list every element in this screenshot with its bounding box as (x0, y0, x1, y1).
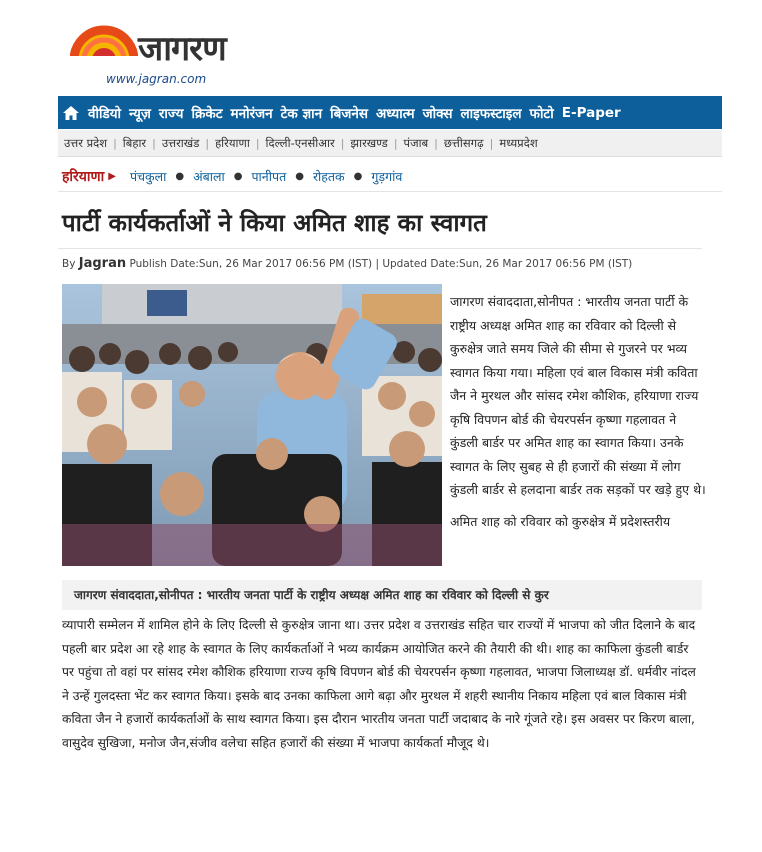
article-headline: पार्टी कार्यकर्ताओं ने किया अमित शाह का स्वागत (62, 209, 487, 237)
divider (58, 248, 702, 249)
city-item-panchkula[interactable]: पंचकुला (129, 169, 167, 184)
nav-item-jokes[interactable]: जोक्स (422, 105, 453, 122)
current-state-label[interactable]: हरियाणा (62, 169, 105, 185)
article-summary: जागरण संवाददाता,सोनीपत : भारतीय जनता पार्टी के राष्ट्रीय अध्यक्ष अमित शाह का रविवार को दिल्ली से कुर (62, 580, 702, 610)
article-paragraph: जागरण संवाददाता,सोनीपत : भारतीय जनता पार्टी के राष्ट्रीय अध्यक्ष अमित शाह का रविवार को दिल्ली से कुरुक्षेत्र जाते समय जिले की सीमा से गुजरने पर भव्य स्वागत किया गया। महिला एवं बाल विकास मंत्री कविता जैन ने मुरथल और सांसद रमेश कौशिक, हरियाणा राज्य कृषि विपणन बोर्ड की चेयरपर्सन कृष्णा गहलावत ने कुंडली बार्डर पर अमित शाह का स्वागत किया। उनके स्वागत के लिए सुबह से ही हजारों की संख्या में लोग कुंडली बार्डर से हलदाना बार्डर तक सड़कों पर खड़े हुए थे। (450, 294, 706, 497)
home-icon[interactable] (60, 102, 82, 124)
bullet-icon: ● (175, 171, 185, 182)
city-item-rohtak[interactable]: रोहतक (312, 169, 345, 184)
divider: | (393, 136, 398, 150)
site-url[interactable]: www.jagran.com (106, 72, 207, 86)
nav-item-photo[interactable]: फोटो (529, 105, 554, 122)
state-nav (58, 130, 722, 157)
nav-item-entertainment[interactable]: मनोरंजन (230, 105, 273, 122)
nav-item-news[interactable]: न्यूज़ (129, 105, 151, 122)
article-dates: Publish Date:Sun, 26 Mar 2017 06:56 PM (IST) | Updated Date:Sun, 26 Mar 2017 06:56 PM (IST) (129, 258, 633, 270)
article-side-text (450, 290, 706, 541)
state-item-mp[interactable]: मध्यप्रदेश (499, 135, 538, 150)
article-paragraph: अमित शाह को रविवार को कुरुक्षेत्र में प्रदेशस्तरीय (450, 513, 671, 529)
state-item-haryana[interactable]: हरियाणा (215, 135, 250, 150)
nav-item-lifestyle[interactable]: लाइफस्टाइल (460, 105, 522, 122)
divider: | (113, 136, 117, 150)
jagran-logo[interactable] (70, 22, 240, 70)
bullet-icon: ● (233, 171, 243, 182)
article-byline (62, 256, 632, 271)
author-name[interactable]: Jagran (78, 256, 127, 271)
nav-item-tech[interactable]: टेक ज्ञान (280, 105, 323, 122)
city-item-gurgaon[interactable]: गुड़गांव (371, 169, 403, 184)
by-label: By (62, 258, 76, 270)
main-nav (58, 96, 722, 129)
divider: | (340, 136, 345, 150)
sun-logo-icon (70, 22, 138, 62)
article-photo[interactable] (62, 284, 442, 566)
article-body: व्यापारी सम्मेलन में शामिल होने के लिए दिल्ली से कुरुक्षेत्र जाना था। उत्तर प्रदेश व उत्तराखंड सहित चार राज्यों में भाजपा को जीत दिलाने के बाद पहली बार प्रदेश आ रहे शाह के स्वागत के लिए कार्यकर्ताओं ने भव्य कार्यक्रम आयोजित करने की तैयारी की थी। शाह का काफिला कुंडली बार्डर पर पहुंचा तो वहां पर सांसद रमेश कौशिक हरियाणा राज्य कृषि विपणन बोर्ड की चेयरपर्सन कृष्णा गहलावत, भाजपा जिलाध्यक्ष डॉ. धर्मवीर नांदल ने उन्हें गुलदस्ता भेंट कर स्वागत किया। इसके बाद उनका काफिला आगे बढ़ा और मुरथल में शहरी स्थानीय निकाय महिला एवं बाल विकास मंत्री कविता जैन ने हजारों कार्यकर्ताओं के साथ स्वागत किया। इस दौरान भारतीय जनता पार्टी जदाबाद के नारे गूंजते रहे। इस अवसर पर किरण बाला, वासुदेव सुखिजा, मनोज जैन,संजीव वलेचा सहित हजारों की संख्या में भाजपा कार्यकर्ता मौजूद थे। (62, 618, 696, 750)
city-nav (58, 162, 722, 192)
divider: | (489, 136, 494, 150)
nav-item-cricket[interactable]: क्रिकेट (191, 105, 223, 122)
divider: | (255, 136, 260, 150)
site-header (0, 0, 762, 95)
caret-right-icon: ▶ (108, 171, 116, 182)
state-item-delhi-ncr[interactable]: दिल्ली-एनसीआर (265, 135, 335, 150)
nav-item-spirituality[interactable]: अध्यात्म (375, 105, 415, 122)
city-item-panipat[interactable]: पानीपत (251, 169, 287, 184)
city-item-ambala[interactable]: अंबाला (193, 169, 225, 184)
nav-item-epaper[interactable]: E-Paper (561, 104, 621, 121)
nav-item-state[interactable]: राज्य (158, 105, 184, 122)
nav-item-video[interactable]: वीडियो (88, 105, 122, 122)
state-item-jharkhand[interactable]: झारखण्ड (350, 135, 388, 150)
logo-text: जागरण (138, 29, 226, 69)
divider: | (205, 136, 210, 150)
state-item-bihar[interactable]: बिहार (122, 135, 147, 150)
bullet-icon: ● (353, 171, 363, 182)
nav-item-business[interactable]: बिजनेस (330, 105, 368, 122)
state-item-up[interactable]: उत्तर प्रदेश (64, 135, 108, 150)
state-item-chhattisgarh[interactable]: छत्तीसगढ़ (443, 135, 484, 150)
divider: | (434, 136, 438, 150)
divider: | (152, 136, 156, 150)
state-item-punjab[interactable]: पंजाब (403, 135, 429, 150)
bullet-icon: ● (295, 171, 304, 182)
state-item-uttarakhand[interactable]: उत्तराखंड (161, 135, 200, 150)
